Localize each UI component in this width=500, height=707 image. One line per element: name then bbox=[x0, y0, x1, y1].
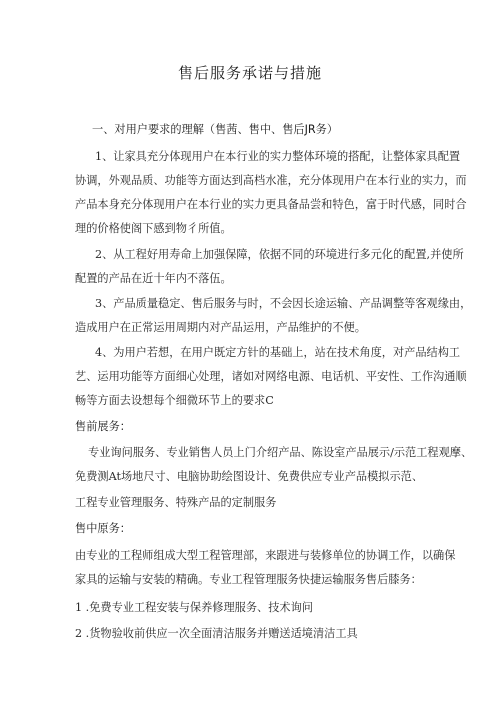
document-title: 售后服务承诺与措施 bbox=[177, 64, 322, 82]
paragraph-1-line-1: 1、让家具充分体现用户在本行业的实力整体环境的搭配，让整体家具配置 bbox=[95, 150, 461, 163]
presale-line-2: 免费测At场地尺寸、电脑协助绘图设计、免费供应专业产品模拟示范、 bbox=[75, 470, 424, 483]
insale-line-2 bbox=[75, 573, 422, 587]
section-heading-requirements: 一、对用户要求的理解（售茜、售中、售后JR务） bbox=[92, 123, 339, 136]
paragraph-4-line-2: 艺、运用功能等方面细心处理，诸如对网络电源、电话机、平安性、工作沟通顺 bbox=[75, 370, 467, 383]
presale-heading: 售前展务： bbox=[75, 420, 131, 433]
paragraph-1-line-2: 协调，外观品质、功能等方面达到高档水准，充分体现用户在本行业的实力，而 bbox=[75, 174, 467, 187]
paragraph-1-line-3: 产品本身充分体现用户在本行业的实力更具备品尝和特色，富于时代感，同时合 bbox=[75, 198, 467, 211]
insale-heading: 售中原务： bbox=[75, 522, 131, 535]
paragraph-4-line-1: 4、为用户若想，在用户既定方针的基础上，站在技术角度，对产品结构工 bbox=[95, 346, 461, 359]
insale-line-2-text: 家具的运输与安装的精确。专业工程管理服务快捷运输服务 bbox=[75, 573, 366, 586]
presale-line-1: 专业询问服务、专业销售人员上门介绍产品、陈设室产品展示/示范工程观摩、 bbox=[88, 446, 473, 459]
insale-line-1: 由专业的工程师组成大型工程管理部，来跟进与装修单位的协调工作，以确保 bbox=[75, 549, 456, 562]
paragraph-3-line-1: 3、产品质量稳定、售后服务与时，不会因长途运输、产品调整等客观缘由， bbox=[95, 297, 472, 310]
paragraph-1-line-4: 理的价格使阁下感到物彳所值。 bbox=[75, 222, 232, 235]
aftersale-item-2: 2 .货物验收前供应一次全面清洁服务并赠送适境清洁工具 bbox=[75, 627, 358, 640]
presale-line-3: 工程专业管理服务、特殊产品的定制服务 bbox=[75, 496, 277, 509]
paragraph-2-line-2: 配置的产品在近十年内不落伍。 bbox=[75, 272, 232, 285]
paragraph-2-line-1: 2、从工程好用寿命上加强保障，依据不同的环境进行多元化的配置,并使所 bbox=[95, 248, 464, 261]
paragraph-4-line-3: 畅等方面去设想每个细微环节上的要求C bbox=[75, 394, 274, 407]
paragraph-3-line-2: 造成用户在正常运用周期内对产品运用，产品维护的不便。 bbox=[75, 321, 366, 334]
aftersale-item-1: 1 .免费专业工程安装与保养修理服务、技术询问 bbox=[75, 601, 313, 614]
aftersale-heading: 售后膝务： bbox=[365, 573, 422, 586]
